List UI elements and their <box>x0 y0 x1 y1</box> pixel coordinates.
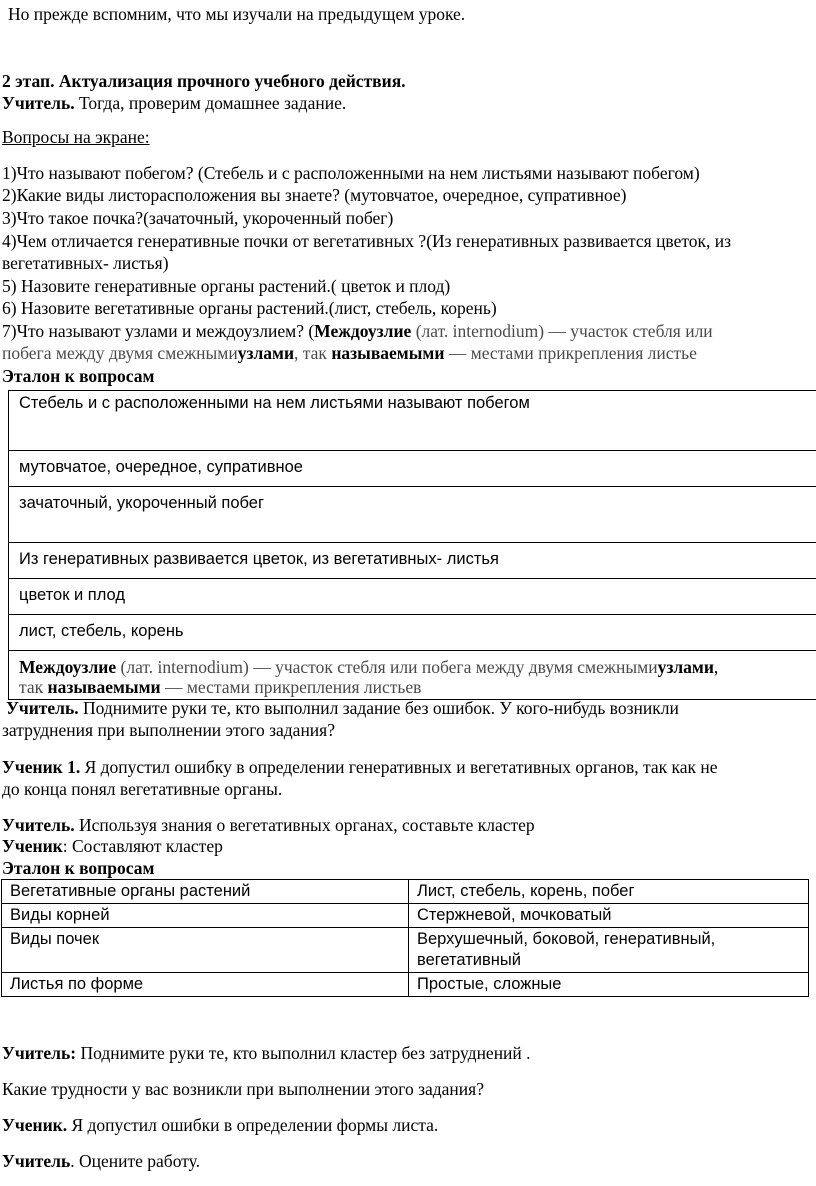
cluster-cell: Стержневой, мочковатый <box>409 904 809 928</box>
cluster-cell: Лист, стебель, корень, побег <box>409 880 809 904</box>
answer-cell-7: Междоузлие (лат. internodium) — участок стебля или побега между двумя смежнымиузлами, так называемыми — местами прикрепления листьев <box>9 651 816 700</box>
question-7: 7)Что называют узлами и междоузлием? (Междоузлие (лат. internodium) — участок стебля или <box>2 321 713 341</box>
teacher-line-5: Учитель. Оцените работу. <box>2 1151 201 1171</box>
question-4-cont: вегетативных- листья) <box>2 253 169 273</box>
question-7-cont: побега между двумя смежнымиузлами, так называемыми — местами прикрепления листье <box>2 343 697 363</box>
cluster-cell: Листья по форме <box>2 973 409 997</box>
cluster-cell: Виды почек <box>2 928 409 973</box>
question-6: 6) Назовите вегетативные органы растений.(лист, стебель, корень) <box>2 298 497 318</box>
cluster-cell: Верхушечный, боковой, генеративный, вегетативный <box>409 928 809 973</box>
cluster-table <box>1 879 809 997</box>
answer-cell-3: зачаточный, укороченный побег <box>9 487 816 543</box>
teacher-line-1: Учитель. Тогда, проверим домашнее задание. <box>2 93 347 113</box>
question-2: 2)Какие виды листорасположения вы знаете? (мутовчатое, очередное, супративное) <box>2 185 627 205</box>
cluster-cell: Простые, сложные <box>409 973 809 997</box>
questions-heading: Вопросы на экране: <box>2 127 150 147</box>
answers-table <box>8 390 816 700</box>
stage-title: 2 этап. Актуализация прочного учебного действия. <box>2 71 406 91</box>
student-line-1-cont: до конца понял вегетативные органы. <box>2 779 283 799</box>
cluster-cell: Вегетативные органы растений <box>2 880 409 904</box>
answer-cell-5: цветок и плод <box>9 579 816 615</box>
question-1: 1)Что называют побегом? (Стебель и с расположенными на нем листьями называют побегом) <box>2 163 700 183</box>
cluster-cell: Виды корней <box>2 904 409 928</box>
intro-line: Но прежде вспомним, что мы изучали на предыдущем уроке. <box>8 4 466 24</box>
teacher-line-3: Учитель. Используя знания о вегетативных органах, составьте кластер <box>2 815 535 835</box>
etalon-heading-1: Эталон к вопросам <box>2 366 155 386</box>
teacher-line-2: Учитель. Поднимите руки те, кто выполнил задание без ошибок. У кого-нибудь возникли <box>6 698 679 718</box>
answer-cell-1: Стебель и с расположенными на нем листьями называют побегом <box>9 391 816 451</box>
student-line-3: Ученик. Я допустил ошибки в определении формы листа. <box>2 1115 439 1135</box>
etalon-heading-2: Эталон к вопросам <box>2 858 155 878</box>
answer-cell-4: Из генеративных развивается цветок, из вегетативных- листья <box>9 543 816 579</box>
question-5: 5) Назовите генеративные органы растений.( цветок и плод) <box>2 276 451 296</box>
teacher-line-2-cont: затруднения при выполнении этого задания? <box>2 720 335 740</box>
answer-cell-2: мутовчатое, очередное, супративное <box>9 451 816 487</box>
student-line-2: Ученик: Составляют кластер <box>2 836 223 856</box>
difficulties-question: Какие трудности у вас возникли при выполнении этого задания? <box>2 1079 484 1099</box>
answer-cell-6: лист, стебель, корень <box>9 615 816 651</box>
student-line-1: Ученик 1. Я допустил ошибку в определении генеративных и вегетативных органов, так как не <box>2 757 718 777</box>
teacher-line-4: Учитель: Поднимите руки те, кто выполнил кластер без затруднений . <box>2 1043 531 1063</box>
question-4: 4)Чем отличается генеративные почки от вегетативных ?(Из генеративных развивается цветок, из <box>2 231 732 251</box>
question-3: 3)Что такое почка?(зачаточный, укороченный побег) <box>2 208 394 228</box>
